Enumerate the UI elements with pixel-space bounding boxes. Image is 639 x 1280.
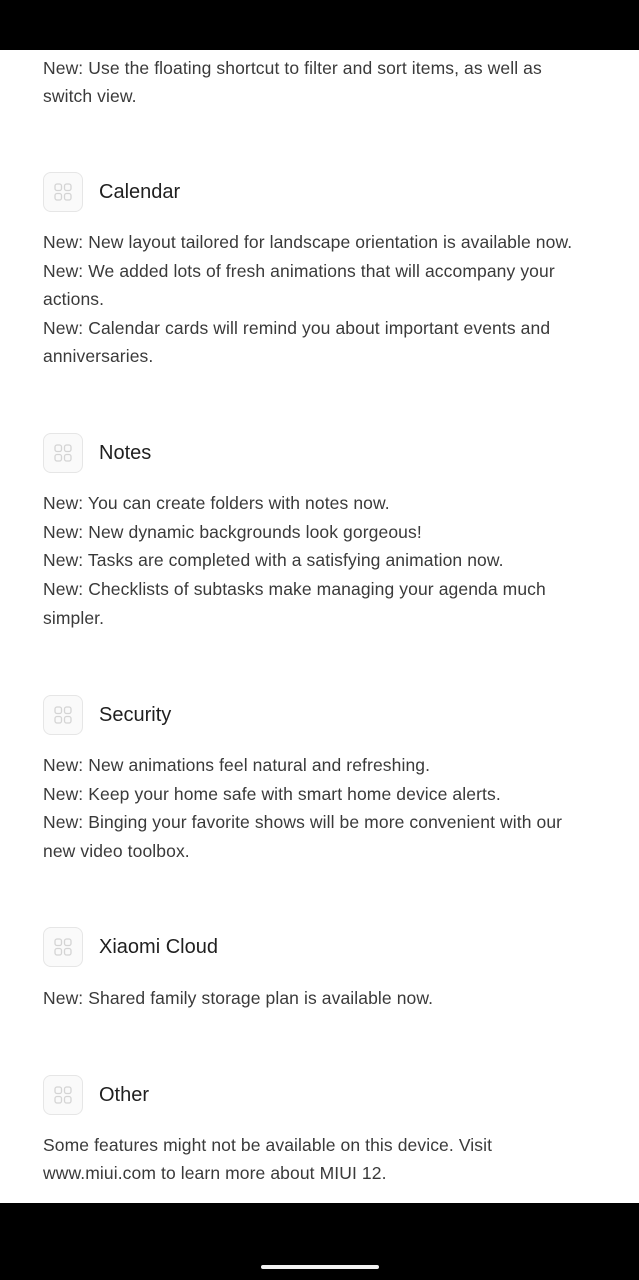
section-title: Notes	[99, 442, 152, 464]
changelog-line: New: Shared family storage plan is available now.	[43, 988, 434, 1008]
changelog-line: New: You can create folders with notes now.	[43, 493, 390, 513]
app-placeholder-icon	[43, 1075, 83, 1115]
section-header-other	[43, 1075, 443, 1115]
section-title: Xiaomi Cloud	[99, 936, 218, 958]
status-bar	[0, 0, 639, 50]
app-placeholder-icon	[43, 695, 83, 735]
changelog-line: New: Use the floating shortcut to filter and sort items, as well as	[43, 58, 542, 78]
changelog-line: New: New animations feel natural and refreshing.	[43, 755, 431, 775]
changelog-line: Some features might not be available on this device. Visit	[43, 1135, 493, 1155]
section-header-calendar	[43, 172, 443, 212]
changelog-line: New: New layout tailored for landscape orientation is available now.	[43, 232, 573, 252]
section-title: Other	[99, 1084, 150, 1106]
app-placeholder-icon	[43, 433, 83, 473]
changelog-line: switch view.	[43, 86, 137, 106]
changelog-line: New: Keep your home safe with smart home device alerts.	[43, 784, 501, 804]
home-gesture-handle[interactable]	[261, 1265, 379, 1269]
app-placeholder-icon	[43, 927, 83, 967]
changelog-line: New: Tasks are completed with a satisfying animation now.	[43, 550, 504, 570]
changelog-page[interactable]	[0, 50, 639, 1203]
changelog-line: New: Calendar cards will remind you about important events and	[43, 318, 551, 338]
section-header-notes	[43, 433, 443, 473]
section-header-xiaomi-cloud	[43, 927, 443, 967]
changelog-line: new video toolbox.	[43, 841, 190, 861]
changelog-line: anniversaries.	[43, 346, 154, 366]
changelog-line: New: Binging your favorite shows will be more convenient with our	[43, 812, 563, 832]
changelog-line: New: We added lots of fresh animations that will accompany your	[43, 261, 555, 281]
section-title: Calendar	[99, 181, 181, 203]
changelog-line: New: New dynamic backgrounds look gorgeous!	[43, 522, 422, 542]
section-header-security	[43, 695, 443, 735]
changelog-line: www.miui.com to learn more about MIUI 12.	[43, 1163, 387, 1183]
app-placeholder-icon	[43, 172, 83, 212]
changelog-line: actions.	[43, 289, 105, 309]
section-title: Security	[99, 704, 172, 726]
changelog-line: simpler.	[43, 608, 105, 628]
changelog-line: New: Checklists of subtasks make managing your agenda much	[43, 579, 546, 599]
